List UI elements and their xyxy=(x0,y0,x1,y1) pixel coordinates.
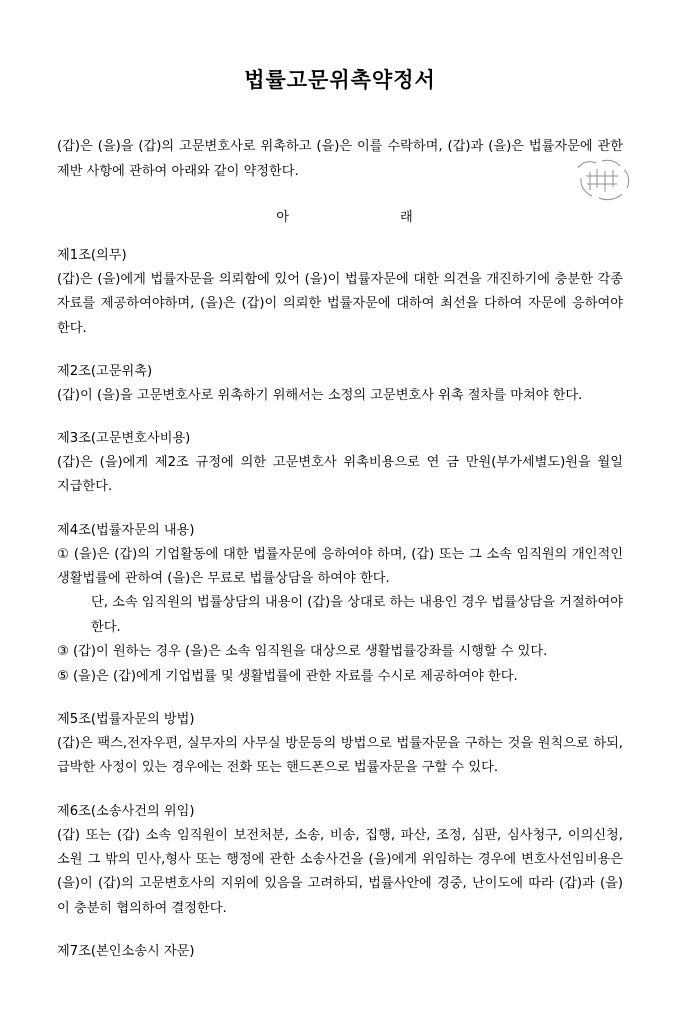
article-text: ⑤ (을)은 (갑)에게 기업법률 및 생활법률에 관한 자료를 수시로 제공하여야 한다. xyxy=(57,668,518,684)
article-text: ① (을)은 (갑)의 기업활동에 대한 법률자문에 응하여야 하며, (갑) 또는 그 소속 임직원의 개인적인 생활법률에 관하여 (을)은 무료로 법률상담을 하여야 한다. xyxy=(57,546,623,587)
article-heading: 제7조(본인소송시 자문) xyxy=(57,944,195,960)
article-2 xyxy=(57,360,623,408)
document-page xyxy=(0,68,680,1030)
page-title: 법률고문위촉약정서 xyxy=(244,68,436,92)
article-7 xyxy=(57,940,623,964)
article-1 xyxy=(57,244,623,341)
seal-stamp-icon xyxy=(572,154,636,206)
article-text: (갑) 또는 (갑) 소속 임직원이 보전처분, 소송, 비송, 집행, 파산, 조정, 심판, 심사청구, 이의신청, 소원 그 밖의 민사,형사 또는 행정에 관한 소송사건을 (을)에게 위임하는 경우에 변호사선임비용은 (을)이 (갑)의 고문변호사의 지위에 있음을 고려하되, 법률사안에 경중, 난이도에 따라 (갑)과 (을)이 충분히 협의하여 결정한다. xyxy=(57,827,623,916)
article-heading: 제3조(고문변호사비용) xyxy=(57,431,191,447)
article-6 xyxy=(57,800,623,921)
article-text: (갑)은 팩스,전자우편, 실무자의 사무실 방문등의 방법으로 법률자문을 구하는 것을 원칙으로 하되, 급박한 사정이 있는 경우에는 전화 또는 핸드폰으로 법률자문을 구할 수 있다. xyxy=(57,735,623,776)
article-heading: 제1조(의무) xyxy=(57,248,127,264)
article-text: (갑)은 (을)에게 법률자문을 의뢰함에 있어 (을)이 법률자문에 대한 의견을 개진하기에 충분한 각종 자료를 제공하여야하며, (을)은 (갑)이 의뢰한 법률자문에 대하여 최선을 다하여 자문에 응하여야 한다. xyxy=(57,271,623,336)
article-4 xyxy=(57,519,623,689)
intro-paragraph: (갑)은 (을)을 (갑)의 고문변호사로 위촉하고 (을)은 이를 수락하며, (갑)과 (을)은 법률자문에 관한 제반 사항에 관하여 아래와 같이 약정한다. xyxy=(57,139,623,179)
article-text: ③ (갑)이 원하는 경우 (을)은 소속 임직원을 대상으로 생활법률강좌를 시행할 수 있다. xyxy=(57,644,548,660)
article-text: (갑)이 (을)을 고문변호사로 위촉하기 위해서는 소정의 고문변호사 위촉 절차를 마쳐야 한다. xyxy=(57,387,583,403)
article-subtext: 단, 소속 임직원의 법률상담의 내용이 (갑)을 상대로 하는 내용인 경우 법률상담을 거절하여야 한다. xyxy=(91,595,623,635)
article-heading: 제4조(법률자문의 내용) xyxy=(57,522,195,538)
arae-right-char: 래 xyxy=(400,210,414,226)
article-heading: 제2조(고문위촉) xyxy=(57,364,153,380)
article-3 xyxy=(57,427,623,500)
arae-left-char: 아 xyxy=(276,210,290,226)
article-5 xyxy=(57,708,623,781)
article-heading: 제5조(법률자문의 방법) xyxy=(57,712,195,728)
article-heading: 제6조(소송사건의 위임) xyxy=(57,803,195,819)
arae-header xyxy=(57,206,623,225)
article-text: (갑)은 (을)에게 제2조 규정에 의한 고문변호사 위촉비용으로 연 금 만원(부가세별도)원을 월일 지급한다. xyxy=(57,455,623,495)
